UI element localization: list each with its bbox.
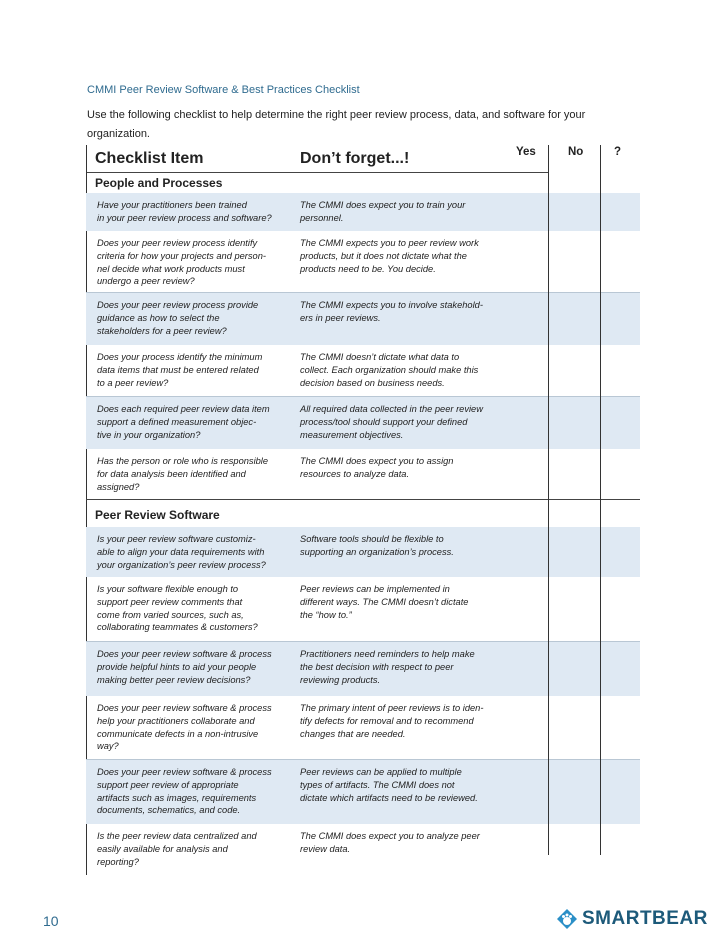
checklist-question: Does your process identify the minimum data items that must be entered related to a peer review? [97,352,263,388]
table-row [86,527,640,577]
section-title-people: People and Processes [95,176,223,190]
table-row [86,760,640,824]
checklist-reminder: All required data collected in the peer review process/tool should support your defined measurement objectives. [300,404,483,440]
table-row [86,696,640,760]
intro-text: Use the following checklist to help determine the right peer review process, data, and software for your organization. [87,109,586,140]
checklist-question: Is the peer review data centralized and easily available for analysis and reporting? [97,831,257,867]
checklist-question: Is your software flexible enough to support peer review comments that come from varied sources, such as, collaborating teammates & customers? [97,584,258,633]
checklist-question: Is your peer review software customiz- able to align your data requirements with your organization’s peer review process? [97,534,266,570]
column-header-item: Checklist Item [95,150,204,167]
column-header-yes: Yes [516,146,536,158]
column-header-forget: Don’t forget...! [300,150,410,167]
table-row [86,193,640,231]
table-row [86,293,640,345]
logo-text: SMARTBEAR [582,908,708,929]
checklist-question: Does your peer review software & process support peer review of appropriate artifacts such as images, requirements documents, schematics, and code. [97,767,272,816]
column-header-unknown: ? [614,146,622,158]
checklist-reminder: The CMMI does expect you to assign resources to analyze data. [300,456,454,479]
checklist-reminder: Software tools should be flexible to supporting an organization’s process. [300,534,454,557]
checklist-reminder: Practitioners need reminders to help make the best decision with respect to peer reviewing products. [300,649,475,685]
checklist-question: Does your peer review process identify criteria for how your projects and person- nel decide what work products must undergo a peer review? [97,238,266,287]
checklist-reminder: The CMMI expects you to involve stakehold- ers in peer reviews. [300,300,483,323]
checklist-reminder: The CMMI does expect you to train your personnel. [300,200,466,223]
checklist-reminder: Peer reviews can be applied to multiple types of artifacts. The CMMI does not dictate which artifacts need to be reviewed. [300,767,478,803]
yes-column-divider [548,145,549,855]
section-title-software: Peer Review Software [95,508,220,522]
table-row [86,824,640,876]
bear-paw-icon [556,908,578,930]
checklist-reminder: Peer reviews can be implemented in different ways. The CMMI doesn’t dictate the “how to.” [300,584,469,620]
table-row [86,642,640,696]
document-subtitle: CMMI Peer Review Software & Best Practices Checklist [87,84,360,96]
table-row [86,231,640,293]
smartbear-logo [556,906,708,932]
column-header-no: No [568,146,584,158]
checklist-reminder: The primary intent of peer reviews is to iden- tify defects for removal and to recommend changes that are needed. [300,703,484,739]
checklist-question: Has the person or role who is responsible for data analysis been identified and assigned? [97,456,269,492]
checklist-question: Does your peer review software & process provide helpful hints to aid your people making better peer review decisions? [97,649,272,685]
page-number: 10 [43,913,59,929]
checklist-question: Does your peer review process provide guidance as how to select the stakeholders for a peer review? [97,300,259,336]
header-underline [86,172,548,173]
table-row [86,345,640,397]
table-row [86,397,640,449]
table-row [86,449,640,497]
no-column-divider [600,145,601,855]
section-divider [86,499,640,500]
checklist-reminder: The CMMI doesn’t dictate what data to collect. Each organization should make this decision based on business needs. [300,352,479,388]
table-row [86,577,640,642]
checklist-question: Does each required peer review data item support a defined measurement objec- tive in your organization? [97,404,270,440]
checklist-reminder: The CMMI does expect you to analyze peer review data. [300,831,480,854]
checklist-question: Have your practitioners been trained in your peer review process and software? [97,200,272,223]
checklist-reminder: The CMMI expects you to peer review work products, but it does not dictate what the products need to be. You decide. [300,238,479,274]
checklist-question: Does your peer review software & process help your practitioners collaborate and communicate defects in a non-intrusive way? [97,703,272,752]
